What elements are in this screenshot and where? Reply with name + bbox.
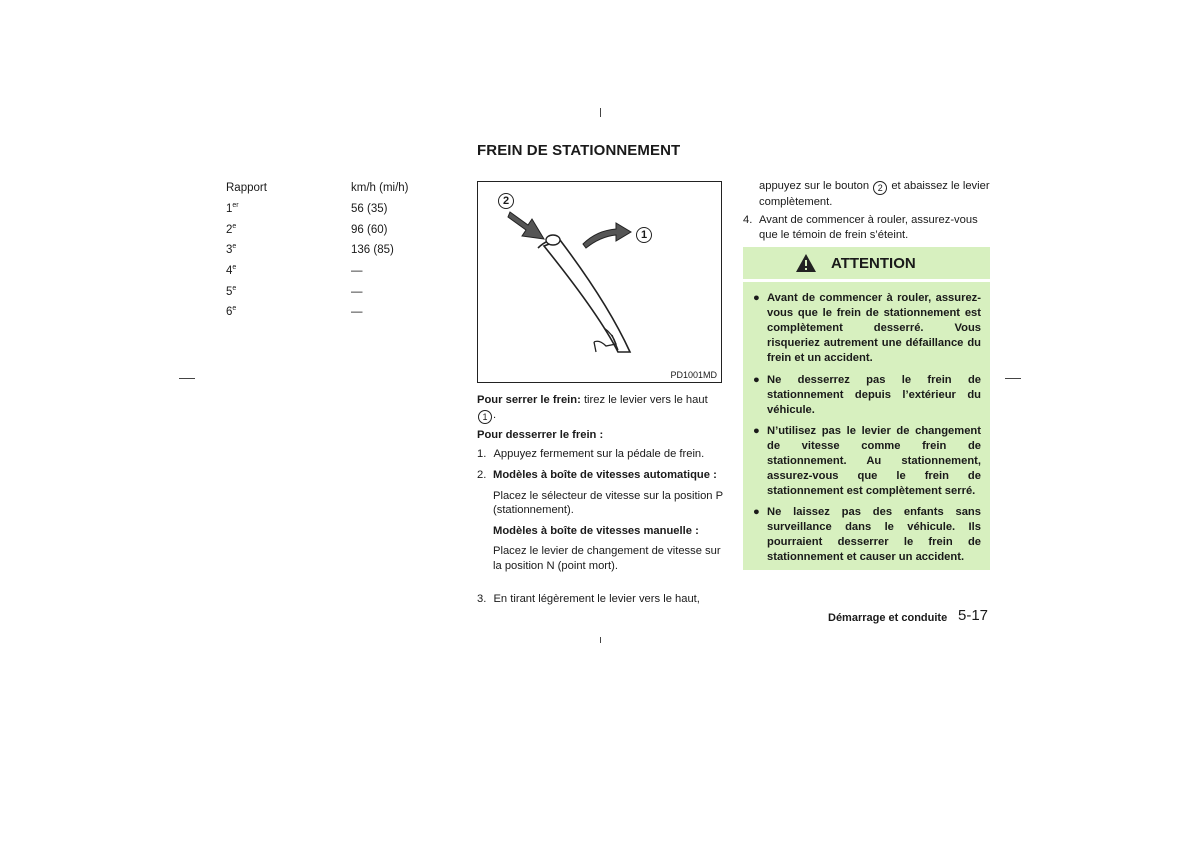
apply-text: tirez le levier vers le haut [583, 394, 708, 406]
release-step-4: 4. Avant de commencer à rouler, assurez-vous que le témoin de frein s’éteint. [743, 214, 978, 241]
callout-ref-1: 1 [478, 410, 492, 424]
crop-mark-left [179, 378, 195, 379]
table-header-row [226, 178, 446, 199]
warning-title: ATTENTION [831, 255, 916, 272]
gear-cell: 2e [226, 222, 237, 236]
speed-cell: 56 (35) [351, 203, 388, 216]
table-row [226, 219, 446, 240]
apply-instruction: Pour serrer le frein: tirez le levier vers le haut 1 . [477, 394, 708, 422]
auto-transmission-label: Modèles à boîte de vitesses automatique : [493, 469, 717, 481]
release-step-3: 3. En tirant légèrement le levier vers le haut, [477, 593, 700, 605]
table-row [226, 261, 446, 282]
speed-table [226, 178, 446, 323]
release-step-2: 2. Modèles à boîte de vitesses automatique : Placez le sélecteur de vitesse sur la position P (stationnement). Modèles à boîte de vitesses manuelle : Placez le levier de changement de vitesse sur la position N (point mort). [477, 469, 723, 572]
figure-code: PD1001MD [670, 370, 717, 380]
release-label: Pour desserrer le frein : [477, 429, 604, 441]
table-row [226, 199, 446, 220]
callout-ref-2: 2 [873, 181, 887, 195]
auto-transmission-text: Placez le sélecteur de vitesse sur la position P (stationnement). [493, 489, 723, 516]
speed-cell: — [351, 306, 363, 319]
crop-mark-right [1005, 378, 1021, 379]
speed-cell: 96 (60) [351, 223, 388, 236]
speed-cell: — [351, 265, 363, 278]
speed-cell: 136 (85) [351, 244, 394, 257]
warning-header [743, 247, 990, 279]
gear-cell: 1er [226, 202, 239, 216]
callout-1: 1 [636, 227, 652, 243]
speed-cell: — [351, 285, 363, 298]
header-speed: km/h (mi/h) [351, 182, 409, 195]
footer-section: Démarrage et conduite [828, 612, 948, 624]
page-number: 5-17 [958, 607, 989, 624]
parking-brake-figure [477, 181, 722, 383]
release-step-1: 1. Appuyez fermement sur la pédale de frein. [477, 448, 705, 460]
warning-body [743, 282, 990, 570]
warning-item: ● N’utilisez pas le levier de changement de vitesse comme frein de stationnement. Au stationnement, assurez-vous que le frein de stationnement est complètement serré. [753, 425, 981, 497]
warning-item: ● Avant de commencer à rouler, assurez-vous que le frein de stationnement est complètement desserré. Vous risqueriez autrement une défaillance du frein et un accident. [753, 292, 981, 364]
header-gear: Rapport [226, 182, 267, 195]
apply-label: Pour serrer le frein: [477, 394, 581, 406]
callout-2: 2 [498, 193, 514, 209]
gear-cell: 4e [226, 264, 237, 278]
release-step-3-continued: appuyez sur le bouton 2 et abaissez le levier complètement. [759, 180, 990, 208]
page-title: FREIN DE STATIONNEMENT [477, 142, 681, 159]
gear-cell: 6e [226, 305, 237, 319]
table-row [226, 240, 446, 261]
parking-brake-lever-illustration [478, 182, 721, 382]
gear-cell: 5e [226, 284, 237, 298]
crop-mark-top [600, 108, 601, 117]
gear-cell: 3e [226, 243, 237, 257]
warning-item: ● Ne desserrez pas le frein de stationnement depuis l’extérieur du véhicule. [753, 374, 981, 416]
table-row [226, 302, 446, 323]
table-row [226, 281, 446, 302]
warning-triangle-icon [795, 253, 817, 273]
manual-transmission-text: Placez le levier de changement de vitesse sur la position N (point mort). [493, 545, 721, 572]
crop-mark-bottom [600, 637, 601, 643]
manual-transmission-label: Modèles à boîte de vitesses manuelle : [493, 524, 699, 537]
warning-item: ● Ne laissez pas des enfants sans surveillance dans le véhicule. Ils pourraient desserrer le frein de stationnement et causer un accident. [753, 506, 981, 563]
